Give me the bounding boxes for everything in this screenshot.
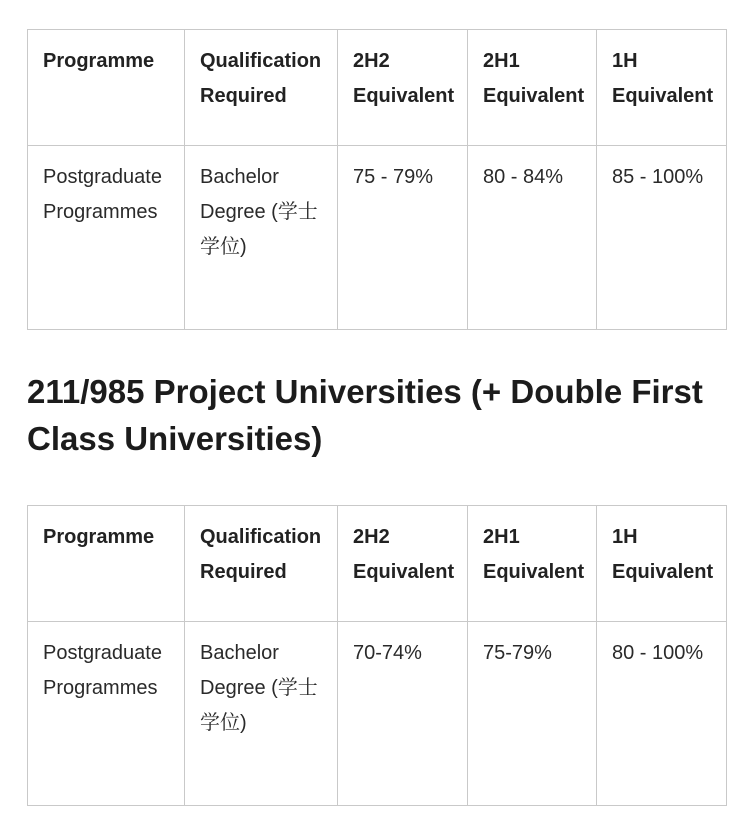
requirements-table-1 (27, 29, 727, 330)
header-qualification-required: Qualification Required (185, 506, 338, 622)
cell-qualification: Bachelor Degree (学士学位) (185, 622, 338, 806)
cell-2h2: 70-74% (338, 622, 468, 806)
cell-2h2: 75 - 79% (338, 146, 468, 330)
table-header-row (28, 506, 727, 622)
cell-1h: 85 - 100% (597, 146, 727, 330)
header-qualification-required: Qualification Required (185, 30, 338, 146)
table-row (28, 622, 727, 806)
header-1h-equivalent: 1H Equivalent (597, 30, 727, 146)
requirements-table-2 (27, 505, 727, 806)
cell-programme: Postgraduate Programmes (28, 622, 185, 806)
header-2h2-equivalent: 2H2 Equivalent (338, 30, 468, 146)
cell-2h1: 75-79% (468, 622, 597, 806)
cell-qualification: Bachelor Degree (学士学位) (185, 146, 338, 330)
table-header-row (28, 30, 727, 146)
header-1h-equivalent: 1H Equivalent (597, 506, 727, 622)
section-heading: 211/985 Project Universities (+ Double First Class Universities) (27, 373, 703, 457)
header-programme: Programme (28, 506, 185, 622)
cell-1h: 80 - 100% (597, 622, 727, 806)
table-row (28, 146, 727, 330)
header-2h2-equivalent: 2H2 Equivalent (338, 506, 468, 622)
header-2h1-equivalent: 2H1 Equivalent (468, 30, 597, 146)
cell-programme: Postgraduate Programmes (28, 146, 185, 330)
cell-2h1: 80 - 84% (468, 146, 597, 330)
header-programme: Programme (28, 30, 185, 146)
header-2h1-equivalent: 2H1 Equivalent (468, 506, 597, 622)
